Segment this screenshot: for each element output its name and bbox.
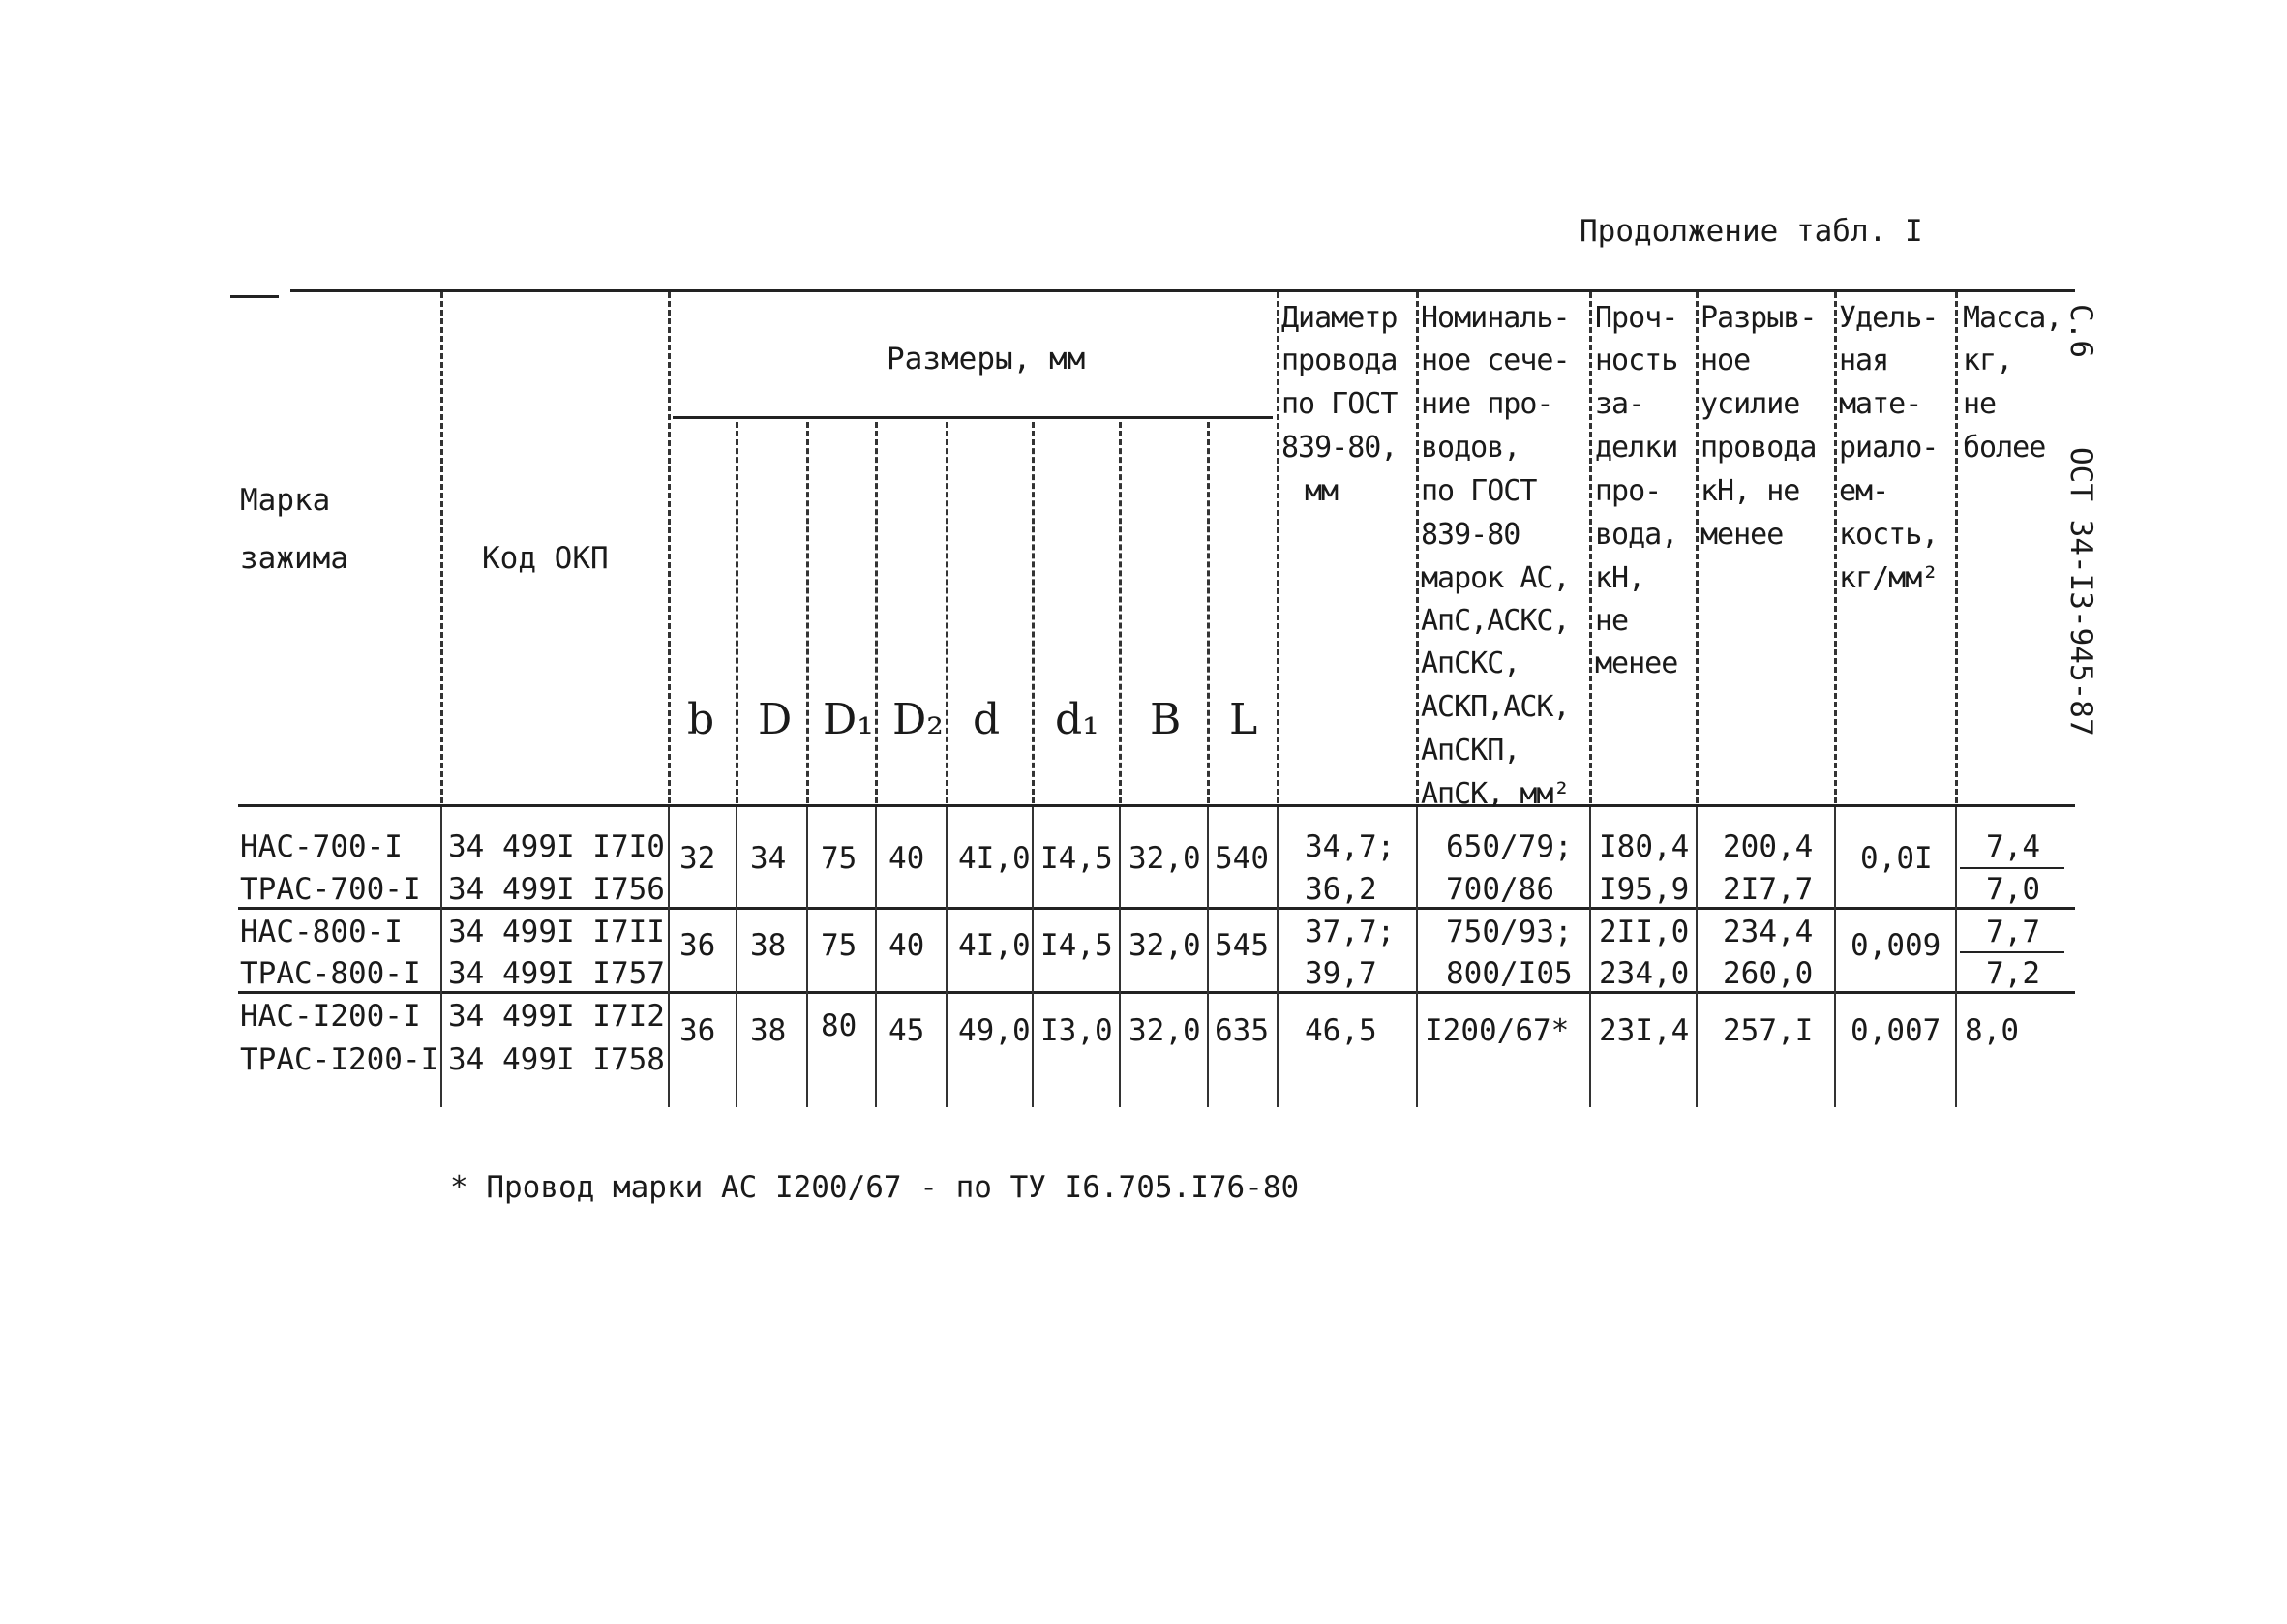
rule-left-stub xyxy=(230,295,279,298)
row-rule-1 xyxy=(238,907,2075,910)
sym-D1: D₁ xyxy=(823,695,874,744)
mass-split-rule-1 xyxy=(1960,867,2064,869)
header-okp: Код ОКП xyxy=(482,541,609,576)
sym-d: d xyxy=(973,695,1001,744)
table-top-rule xyxy=(290,289,2075,292)
sym-B: B xyxy=(1150,695,1182,744)
mass-split-rule-2 xyxy=(1960,951,2064,953)
header-bottom-rule xyxy=(238,804,2075,807)
dims-header-rule xyxy=(673,416,1273,419)
sym-L: L xyxy=(1229,695,1258,744)
sym-D: D xyxy=(758,695,793,744)
header-mark-1: Марка xyxy=(240,483,331,518)
row-rule-2 xyxy=(238,991,2075,994)
standard-label: ОСТ 34-I3-945-87 xyxy=(2063,447,2098,737)
header-dimensions: Размеры, мм xyxy=(887,342,1086,376)
document-page: Продолжение табл. I С.6 ОСТ 34-I3-945-87 Марка зажима Код ОКП Размеры, мм b D D₁ D₂ d d₁ B L Диаметр провода по ГОСТ 839-80, мм Номиналь- ное сече- ние про- водов, по ГОСТ 839-80 марок АС, АпС,АСКС, АпСКС, АСКП,АСК, АпСКП, АпСК, мм² Проч- ность за- делки про- вода, кН, не менее Разрыв- ное усилие провода кН, не менее Удель- ная мате- риало- ем- кость, кг/мм² Масса, кг, не более НАС-700-I ТРАС-700-I 34 499I I7I0 34 499I I756 32 34 75 40 4I,0 I4,5 32,0 540 34,7; 36,2 650/79; 700/86 I80,4 I95,9 200,4 2I7,7 0,0I 7,4 7,0 НАС-800-I ТРАС-800-I 34 499I I7II 34 499I I757 36 38 75 40 4I,0 I4,5 32,0 545 37,7; 39,7 750/93; 800/I05 2II,0 234,0 234,4 260,0 0,009 7,7 7,2 НАС-I200-I ТРАС-I200-I 34 499I I7I2 34 499I I758 36 38 80 45 49,0 I3,0 32,0 635 46,5 I200/67* 23I,4 257,I 0,007 8,0 * Провод марки АС I200/67 - по ТУ I6.705.I76-80 xyxy=(0,0,2287,1624)
page-number: С.6 xyxy=(2063,304,2098,358)
sym-d1: d₁ xyxy=(1055,695,1099,744)
header-mark-2: зажима xyxy=(240,541,348,576)
table-caption: Продолжение табл. I xyxy=(1580,214,1923,249)
sym-b: b xyxy=(687,695,715,744)
sym-D2: D₂ xyxy=(892,695,944,744)
footnote: * Провод марки АС I200/67 - по ТУ I6.705.I76-80 xyxy=(450,1170,1300,1205)
